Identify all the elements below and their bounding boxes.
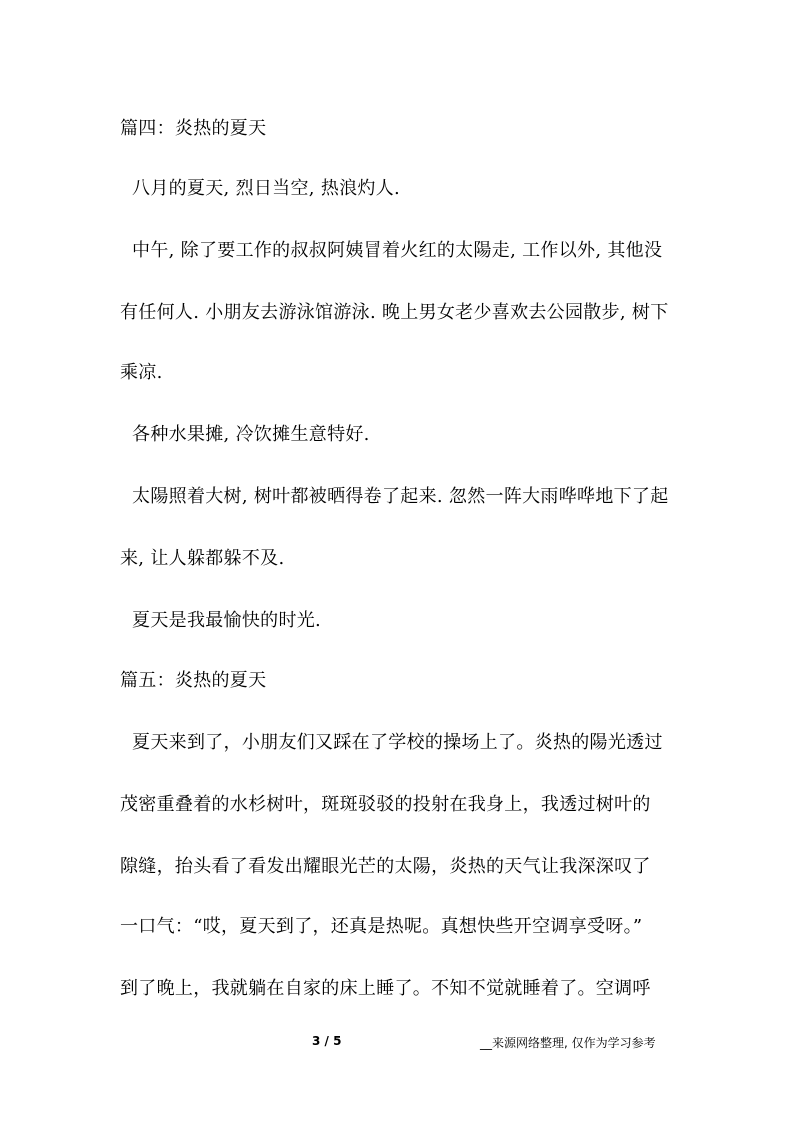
paragraph-line: 各种水果摊, 冷饮摊生意特好.: [120, 424, 370, 445]
paragraph-line: 有任何人. 小朋友去游泳馆游泳. 晚上男女老少喜欢去公园散步, 树下: [120, 302, 669, 323]
heading-part-five: 篇五：炎热的夏天: [120, 670, 267, 691]
paragraph-line: 隙缝，抬头看了看发出耀眼光芒的太陽，炎热的天气让我深深叹了: [120, 856, 651, 877]
page-number: 3 / 5: [312, 1034, 342, 1048]
paragraph-line: 夏天来到了，小朋友们又踩在了学校的操场上了。炎热的陽光透过: [120, 732, 663, 753]
paragraph-line: 夏天是我最愉快的时光.: [120, 610, 322, 631]
paragraph-line: 太陽照着大树, 树叶都被晒得卷了起来. 忽然一阵大雨哗哗地下了起: [120, 486, 669, 507]
source-note: __来源网络整理, 仅作为学习参考: [480, 1036, 656, 1050]
paragraph-line: 茂密重叠着的水杉树叶，斑斑驳驳的投射在我身上，我透过树叶的: [120, 794, 651, 815]
paragraph-line: 中午, 除了要工作的叔叔阿姨冒着火红的太陽走, 工作以外, 其他没: [120, 240, 663, 261]
paragraph-line: 八月的夏天, 烈日当空, 热浪灼人.: [120, 178, 401, 199]
heading-part-four: 篇四：炎热的夏天: [120, 118, 267, 139]
paragraph-line: 来, 让人躲都躲不及.: [120, 548, 285, 569]
paragraph-line: 到了晚上，我就躺在自家的床上睡了。不知不觉就睡着了。空调呼: [120, 978, 651, 999]
paragraph-line: 一口气：“哎，夏天到了，还真是热呢。真想快些开空调享受呀。”: [120, 916, 643, 937]
paragraph-line: 乘凉.: [120, 362, 163, 383]
